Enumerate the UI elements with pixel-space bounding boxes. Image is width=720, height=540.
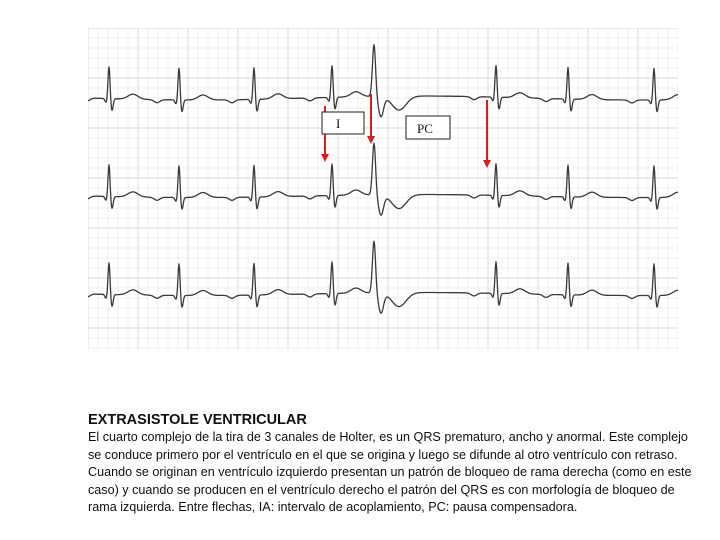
caption-block [88,412,698,517]
label-pc-box [406,116,450,139]
ecg-channel-3-trace [88,241,678,313]
arrow-ia-end-pc-start [367,94,375,144]
ecg-grid [88,28,678,350]
ecg-chart [88,28,678,350]
caption-body: El cuarto complejo de la tira de 3 canales de Holter, es un QRS prematuro, ancho y anormal. Este complejo se conduce primero por el ventrículo en el que se origina y luego se difunde al otro ventrículo con retraso. Cuando se originan en ventrículo izquierdo presentan un patrón de bloqueo de rama derecha (como en este caso) y cuando se producen en el ventrículo derecho el patrón del QRS es con morfología de bloqueo de rama izquierda. Entre flechas, IA: intervalo de acoplamiento, PC: pausa compensadora. [88,430,692,515]
holter-ecg-strip [88,28,678,350]
ecg-traces [88,45,678,313]
caption-title: EXTRASISTOLE VENTRICULAR [88,412,307,428]
ecg-channel-1-trace [88,45,678,117]
ecg-channel-2-trace [88,143,678,215]
label-ia-text: I [336,116,341,131]
label-ia-box [322,112,364,134]
label-pc-text: PC [417,121,433,136]
